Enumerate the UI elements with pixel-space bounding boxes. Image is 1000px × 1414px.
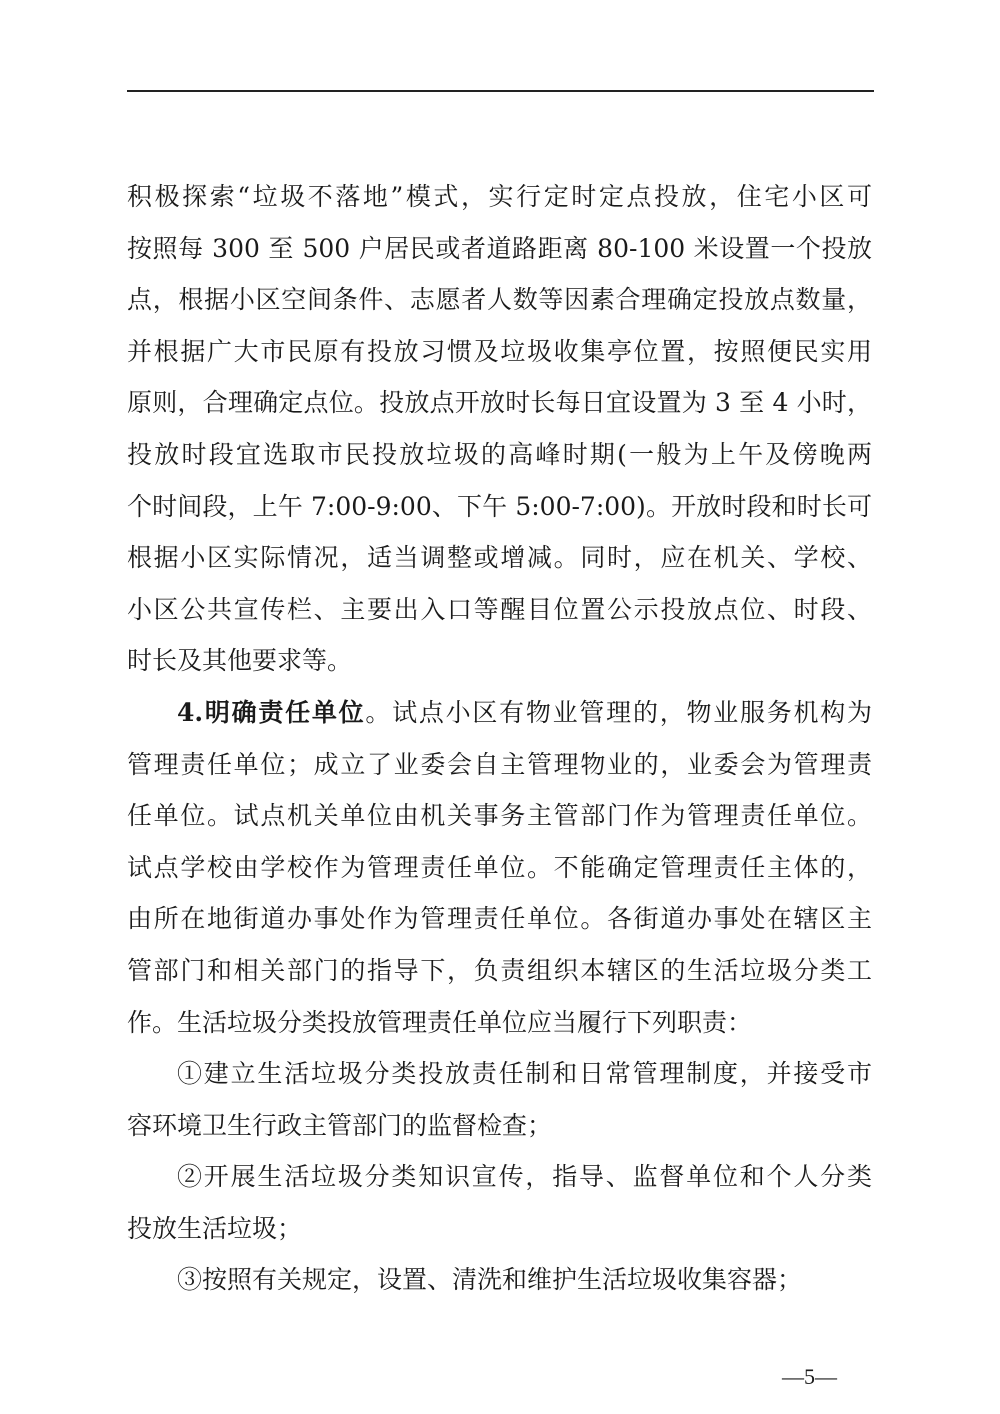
- text-line: 积极探索“垃圾不落地”模式，实行定时定点投放，住宅小区可: [127, 182, 872, 211]
- page-number: —5—: [782, 1364, 837, 1389]
- text-line: 原则，合理确定点位。投放点开放时长每日宜设置为 3 至 4 小时，: [127, 388, 872, 418]
- list-item-3: ③按照有关规定，设置、清洗和维护生活垃圾收集容器；: [177, 1265, 803, 1295]
- list-item-2: ②开展生活垃圾分类知识宣传，指导、监督单位和个人分类: [177, 1162, 872, 1192]
- text-line: 试点学校由学校作为管理责任单位。不能确定管理责任主体的，: [127, 852, 872, 882]
- text-line: 时长及其他要求等。: [127, 646, 353, 676]
- document-body: [127, 171, 872, 1306]
- list-item-1-cont: 容环境卫生行政主管部门的监督检查；: [127, 1110, 553, 1140]
- text-line: 点，根据小区空间条件、志愿者人数等因素合理确定投放点数量，: [127, 285, 872, 315]
- text-line: 管理责任单位；成立了业委会自主管理物业的，业委会为管理责: [127, 749, 872, 779]
- text-line: 并根据广大市民原有投放习惯及垃圾收集亭位置，按照便民实用: [127, 336, 872, 366]
- text-line: 小区公共宣传栏、主要出入口等醒目位置公示投放点位、时段、: [127, 594, 872, 624]
- text-line: 根据小区实际情况，适当调整或增减。同时，应在机关、学校、: [127, 543, 872, 573]
- text-line: 按照每 300 至 500 户居民或者道路距离 80-100 米设置一个投放: [127, 233, 872, 263]
- section-heading: 4.明确责任单位: [177, 697, 366, 727]
- text-line: 由所在地街道办事处作为管理责任单位。各街道办事处在辖区主: [127, 904, 872, 934]
- list-item-2-cont: 投放生活垃圾；: [127, 1213, 303, 1243]
- text-span: 。试点小区有物业管理的，物业服务机构为: [365, 697, 872, 727]
- text-line: 任单位。试点机关单位由机关事务主管部门作为管理责任单位。: [127, 801, 872, 831]
- text-line: 作。生活垃圾分类投放管理责任单位应当履行下列职责：: [127, 1007, 753, 1037]
- text-line: 管部门和相关部门的指导下，负责组织本辖区的生活垃圾分类工: [127, 955, 872, 985]
- text-line: 投放时段宜选取市民投放垃圾的高峰时期(一般为上午及傍晚两: [127, 439, 872, 469]
- text-line: 个时间段，上午 7:00-9:00、下午 5:00-7:00)。开放时段和时长可: [127, 491, 872, 521]
- list-item-1: ①建立生活垃圾分类投放责任制和日常管理制度，并接受市: [177, 1059, 872, 1089]
- header-rule: [127, 90, 874, 92]
- section-4-first-line: [127, 687, 872, 739]
